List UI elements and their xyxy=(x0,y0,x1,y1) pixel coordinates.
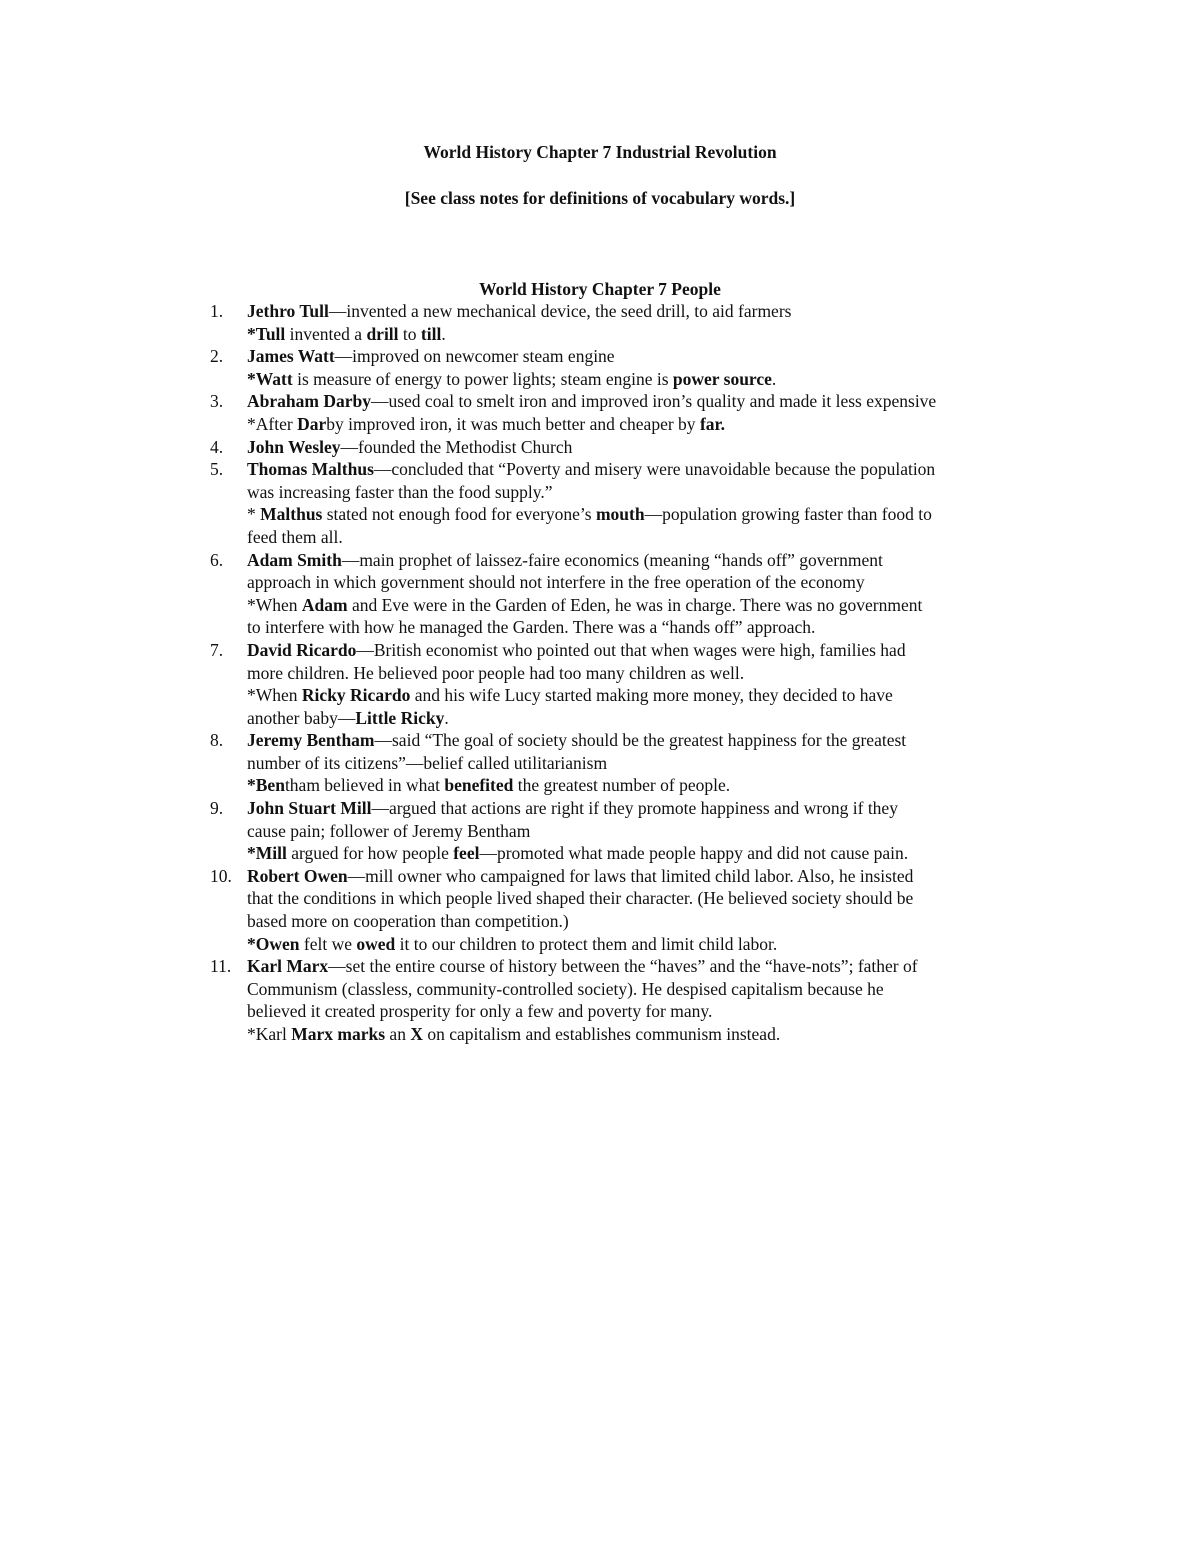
bold-text: Robert Owen xyxy=(247,865,348,886)
entry-text: invented a xyxy=(285,323,367,344)
entry-line xyxy=(247,820,1030,843)
entry-text: —promoted what made people happy and did not cause pain. xyxy=(479,843,909,864)
bold-text: Marx marks xyxy=(291,1024,386,1044)
document-subtitle: [See class notes for definitions of vocabulary words.] xyxy=(404,188,796,208)
entry-line xyxy=(247,300,1030,323)
entry-line xyxy=(247,616,1030,639)
entry-text: —improved on newcomer steam engine xyxy=(334,346,615,367)
entry-line xyxy=(247,887,1030,910)
entry-text: the greatest number of people. xyxy=(513,775,731,796)
bold-text: benefited xyxy=(444,775,514,796)
person-entry xyxy=(210,436,1030,459)
entry-text: to xyxy=(398,323,421,344)
entry-text: felt we xyxy=(299,933,357,954)
entry-line xyxy=(247,436,1030,459)
entry-line xyxy=(247,503,1030,526)
bold-text: *Owen xyxy=(247,933,300,954)
bold-text: till xyxy=(420,323,442,344)
bold-text: Karl Marx xyxy=(247,956,329,977)
entry-text: —used coal to smelt iron and improved iron’s quality and made it less expensive xyxy=(370,391,937,412)
entry-line xyxy=(247,390,1030,413)
bold-text: Jethro Tull xyxy=(247,301,329,321)
people-heading: World History Chapter 7 People xyxy=(479,279,721,299)
entry-text: it to our children to protect them and limit child labor. xyxy=(395,933,778,954)
entry-text: an xyxy=(385,1024,411,1044)
entry-line xyxy=(247,933,1030,956)
entry-number: 10. xyxy=(210,865,232,886)
entry-text: to interfere with how he managed the Garden. There was a “hands off” approach. xyxy=(247,617,816,638)
entry-text: believed it created prosperity for only a few and poverty for many. xyxy=(247,1001,713,1022)
entry-line xyxy=(247,1000,1030,1023)
bold-text: owed xyxy=(356,933,396,954)
person-entry xyxy=(210,955,1030,1045)
entry-text: * xyxy=(247,504,261,525)
entry-text: —argued that actions are right if they promote happiness and wrong if they xyxy=(371,798,898,819)
entry-text: more children. He believed poor people had too many children as well. xyxy=(247,662,745,683)
entry-text: number of its citizens”—belief called utilitarianism xyxy=(247,752,608,773)
person-entry xyxy=(210,729,1030,797)
entry-text: —British economist who pointed out that when wages were high, families had xyxy=(356,639,906,660)
entry-number: 9. xyxy=(210,798,224,819)
person-entry xyxy=(210,797,1030,865)
entry-text: was increasing faster than the food supply.” xyxy=(247,481,553,502)
entry-text: . xyxy=(771,368,777,389)
entry-text: —main prophet of laissez-faire economics (meaning “hands off” government xyxy=(341,549,883,570)
person-entry xyxy=(210,390,1030,435)
entry-line xyxy=(247,865,1030,888)
bold-text: Ricky Ricardo xyxy=(301,685,411,706)
entry-text: argued for how people xyxy=(286,843,454,864)
bold-text: Adam Smith xyxy=(247,549,342,570)
entry-line xyxy=(247,571,1030,594)
person-entry xyxy=(210,639,1030,729)
entry-text: —set the entire course of history between the “haves” and the “have-nots”; father of xyxy=(328,956,918,977)
bold-text: drill xyxy=(366,323,399,344)
bold-text: *Tull xyxy=(247,323,286,344)
entry-number: 2. xyxy=(210,346,224,367)
bold-text: Adam xyxy=(301,594,348,615)
entry-text: approach in which government should not interfere in the free operation of the economy xyxy=(247,572,865,593)
entry-text: . xyxy=(444,707,449,728)
entry-line xyxy=(247,797,1030,820)
entry-text: Communism (classless, community-controlled society). He despised capitalism because he xyxy=(247,978,884,999)
entry-text: —invented a new mechanical device, the seed drill, to aid farmers xyxy=(328,301,792,321)
bold-text: Dar xyxy=(297,413,327,434)
entry-line xyxy=(247,774,1030,797)
entry-number: 7. xyxy=(210,639,224,660)
entry-text: tham believed in what xyxy=(284,775,445,796)
bold-text: Thomas Malthus xyxy=(247,459,374,480)
entry-line xyxy=(247,458,1030,481)
entry-text: —mill owner who campaigned for laws that limited child labor. Also, he insisted xyxy=(347,865,914,886)
bold-text: Jeremy Bentham xyxy=(247,730,375,751)
entry-line xyxy=(247,1023,1030,1046)
entry-number: 5. xyxy=(210,459,224,480)
person-entry xyxy=(210,345,1030,390)
entry-line xyxy=(247,662,1030,685)
bold-text: Little Ricky xyxy=(355,707,445,728)
bold-text: *Watt xyxy=(247,368,293,389)
entry-line xyxy=(247,707,1030,730)
entry-text: feed them all. xyxy=(247,526,343,547)
entry-line xyxy=(247,413,1030,436)
bold-text: X xyxy=(410,1024,423,1044)
bold-text: mouth xyxy=(595,504,645,525)
entry-line xyxy=(247,729,1030,752)
entry-text: —founded the Methodist Church xyxy=(340,436,573,457)
entry-text: stated not enough food for everyone’s xyxy=(322,504,596,525)
document-title: World History Chapter 7 Industrial Revolution xyxy=(423,142,777,162)
bold-text: John Wesley xyxy=(247,436,341,457)
entry-line xyxy=(247,910,1030,933)
entry-line xyxy=(247,345,1030,368)
entry-line xyxy=(247,481,1030,504)
entry-line xyxy=(247,955,1030,978)
entry-line xyxy=(247,594,1030,617)
entry-line xyxy=(247,639,1030,662)
entry-line xyxy=(247,842,1030,865)
entry-text: by improved iron, it was much better and cheaper by xyxy=(326,413,700,434)
bold-text: far. xyxy=(699,413,726,434)
entry-text: *Karl xyxy=(247,1024,292,1044)
entry-number: 1. xyxy=(210,301,224,321)
entry-number: 11. xyxy=(210,956,232,977)
bold-text: Malthus xyxy=(260,504,323,525)
bold-text: James Watt xyxy=(247,346,335,367)
entry-text: based more on cooperation than competition.) xyxy=(247,911,569,932)
entry-text: —population growing faster than food to xyxy=(644,504,932,525)
entry-text: and his wife Lucy started making more money, they decided to have xyxy=(410,685,893,706)
entry-text: *When xyxy=(247,594,302,615)
bold-text: *Ben xyxy=(247,775,285,796)
entry-number: 6. xyxy=(210,549,224,570)
entry-line xyxy=(247,978,1030,1001)
entry-line xyxy=(247,684,1030,707)
bold-text: Abraham Darby xyxy=(247,391,371,412)
bold-text: power source xyxy=(672,368,772,389)
entry-text: another baby— xyxy=(247,707,356,728)
person-entry xyxy=(210,549,1030,639)
bold-text: John Stuart Mill xyxy=(247,798,372,819)
entry-text: and Eve were in the Garden of Eden, he was in charge. There was no government xyxy=(347,594,923,615)
entry-text: that the conditions in which people lived shaped their character. (He believed society should be xyxy=(247,888,914,909)
entry-line xyxy=(247,752,1030,775)
entry-line xyxy=(247,549,1030,572)
entry-text: —said “The goal of society should be the greatest happiness for the greatest xyxy=(374,730,907,751)
entry-line xyxy=(247,368,1030,391)
entry-number: 8. xyxy=(210,730,224,751)
entry-text: cause pain; follower of Jeremy Bentham xyxy=(247,820,531,841)
entry-text: . xyxy=(441,323,446,344)
person-entry xyxy=(210,458,1030,548)
person-entry xyxy=(210,865,1030,955)
entry-text: —concluded that “Poverty and misery were unavoidable because the population xyxy=(373,459,936,480)
bold-text: feel xyxy=(453,843,480,864)
people-list xyxy=(210,300,1030,1046)
person-entry xyxy=(210,300,1030,345)
bold-text: David Ricardo xyxy=(247,639,357,660)
entry-line xyxy=(247,526,1030,549)
entry-text: *When xyxy=(247,685,302,706)
entry-line xyxy=(247,323,1030,346)
bold-text: *Mill xyxy=(247,843,287,864)
entry-number: 4. xyxy=(210,436,224,457)
entry-number: 3. xyxy=(210,391,224,412)
entry-text: on capitalism and establishes communism instead. xyxy=(422,1024,781,1044)
entry-text: *After xyxy=(247,413,298,434)
entry-text: is measure of energy to power lights; steam engine is xyxy=(292,368,673,389)
